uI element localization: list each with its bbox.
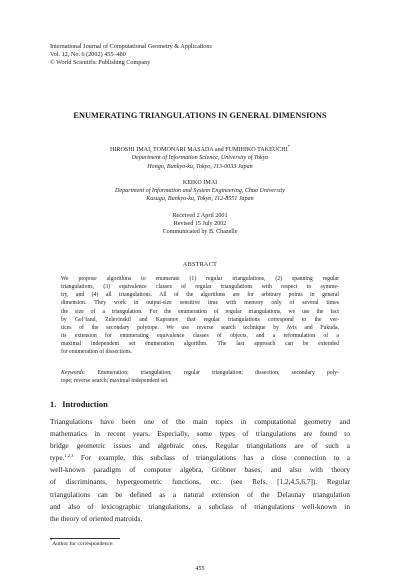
authors-names-1: HIROSHI IMAI, TOMONARI MASADA and FUMIHIKO TAKEUCHI (109, 147, 288, 153)
body-line: and also of lexicographic triangulations, a subclass of triangulations well-known in (50, 501, 350, 511)
journal-copyright: © World Scientific Publishing Company (50, 59, 151, 67)
body-line: bridge geometric issues and algebraic ones. Regular triangulations are of such a (50, 441, 350, 451)
authors-line-2: KEIKO IMAI (182, 179, 218, 186)
paper-title: ENUMERATING TRIANGULATIONS IN GENERAL DIMENSIONS (73, 111, 327, 120)
abstract-line: We propose algorithms to enumerate (1) regular triangulations, (2) spanning regular (61, 276, 339, 282)
page-number: 455 (195, 566, 205, 572)
abstract-line: dimension. They work in output-size sensitive time with memory only of several times (61, 300, 339, 307)
authors-line-1 (50, 146, 350, 154)
affiliation-1-line-1: Department of Information Science, University of Tokyo (131, 155, 269, 162)
section-heading (50, 400, 108, 409)
abstract-line: by Gel’fand, Zelevinskiĭ and Kapranov that regular triangulations correspond to the ver- (61, 316, 339, 323)
body-line: of discriminants, hypergeometric functions, etc. (see Refs. [1,2,4,5,6,7]). Regular (50, 477, 350, 487)
keywords-label: Keywords (61, 370, 84, 376)
footnote-text: Author for correspondence. (52, 541, 114, 547)
spacer (50, 204, 350, 212)
abstract-line: try, and (4) all triangulations. All of the algorithms are for arbitrary points in general (61, 292, 339, 299)
body-line: well-known paradigm of computer algebra, Gröbner bases, and also with theory (50, 465, 350, 475)
communicated-by: Communicated by B. Chazelle (162, 229, 238, 236)
body-line (50, 452, 350, 464)
revised-date: Revised 15 July 2002 (173, 221, 227, 228)
author-block (50, 146, 350, 237)
abstract-heading: ABSTRACT (182, 262, 218, 268)
abstract-line: tices of the secondary polytope. We use reverse search technique by Avis and Fukuda, (61, 324, 339, 331)
spacer (50, 171, 350, 179)
footnote (50, 538, 114, 547)
keywords-block (61, 369, 339, 385)
abstract-line: triangulations, (3) equivalence classes of regular triangulations with respect to symme- (61, 284, 339, 291)
journal-name: International Journal of Computational Geometry & Applications (50, 43, 212, 50)
affiliation-2-line-2: Kasuga, Bunkyo-ku, Tokyo, 112-8551 Japan (146, 196, 254, 203)
keywords-text-1: : Enumeration; triangulation; regular triangulation; dissection; secondary poly- (83, 370, 339, 376)
body-line: Triangulations have been one of the main topics in computational geometry and (50, 417, 350, 426)
journal-header (50, 43, 212, 68)
author-correspondence-mark: * (287, 144, 290, 149)
footnote-mark: * (50, 538, 53, 543)
body-line: mathematics in recent years. Especially, some types of triangulations are found to (50, 429, 350, 439)
affiliation-1-line-2: Hongo, Bunkyo-ku, Tokyo, 113-0033 Japan (147, 163, 253, 170)
citation-superscript: 1,2,3 (64, 453, 74, 459)
abstract-line: maximal independent set enumeration algorithm. The last approach can be extended (61, 341, 339, 348)
introduction-body (50, 416, 350, 525)
footnote-rule (50, 538, 120, 539)
keywords-line (61, 369, 339, 377)
received-date: Received 2 April 2001 (172, 212, 228, 219)
abstract-line: the size of a triangulation. For the enumeration of regular triangulations, we use the fact (61, 308, 339, 315)
body-line: the theory of oriented matroids. (50, 513, 143, 523)
body-line-start: type. (50, 453, 65, 463)
body-line: triangulations can be defined as a natural extension of the Delaunay triangulation (50, 489, 350, 499)
keywords-text-2: tope; reverse search; maximal independent set. (61, 378, 169, 385)
affiliation-2-line-1: Department of Information and System Engineering, Chuo University (115, 188, 285, 195)
section-title: Introduction (62, 400, 108, 409)
journal-volume: Vol. 12, No. 6 (2002) 455–480 (50, 51, 126, 59)
abstract-line: for enumeration of dissections. (61, 349, 133, 356)
body-line-rest: For example, this subclass of triangulations has a close connection to a (80, 453, 350, 463)
abstract-body (61, 275, 339, 357)
section-number: 1. (50, 400, 57, 409)
abstract-line: its extension for enumerating equivalence classes of objects, and a reformulation of a (61, 333, 339, 340)
